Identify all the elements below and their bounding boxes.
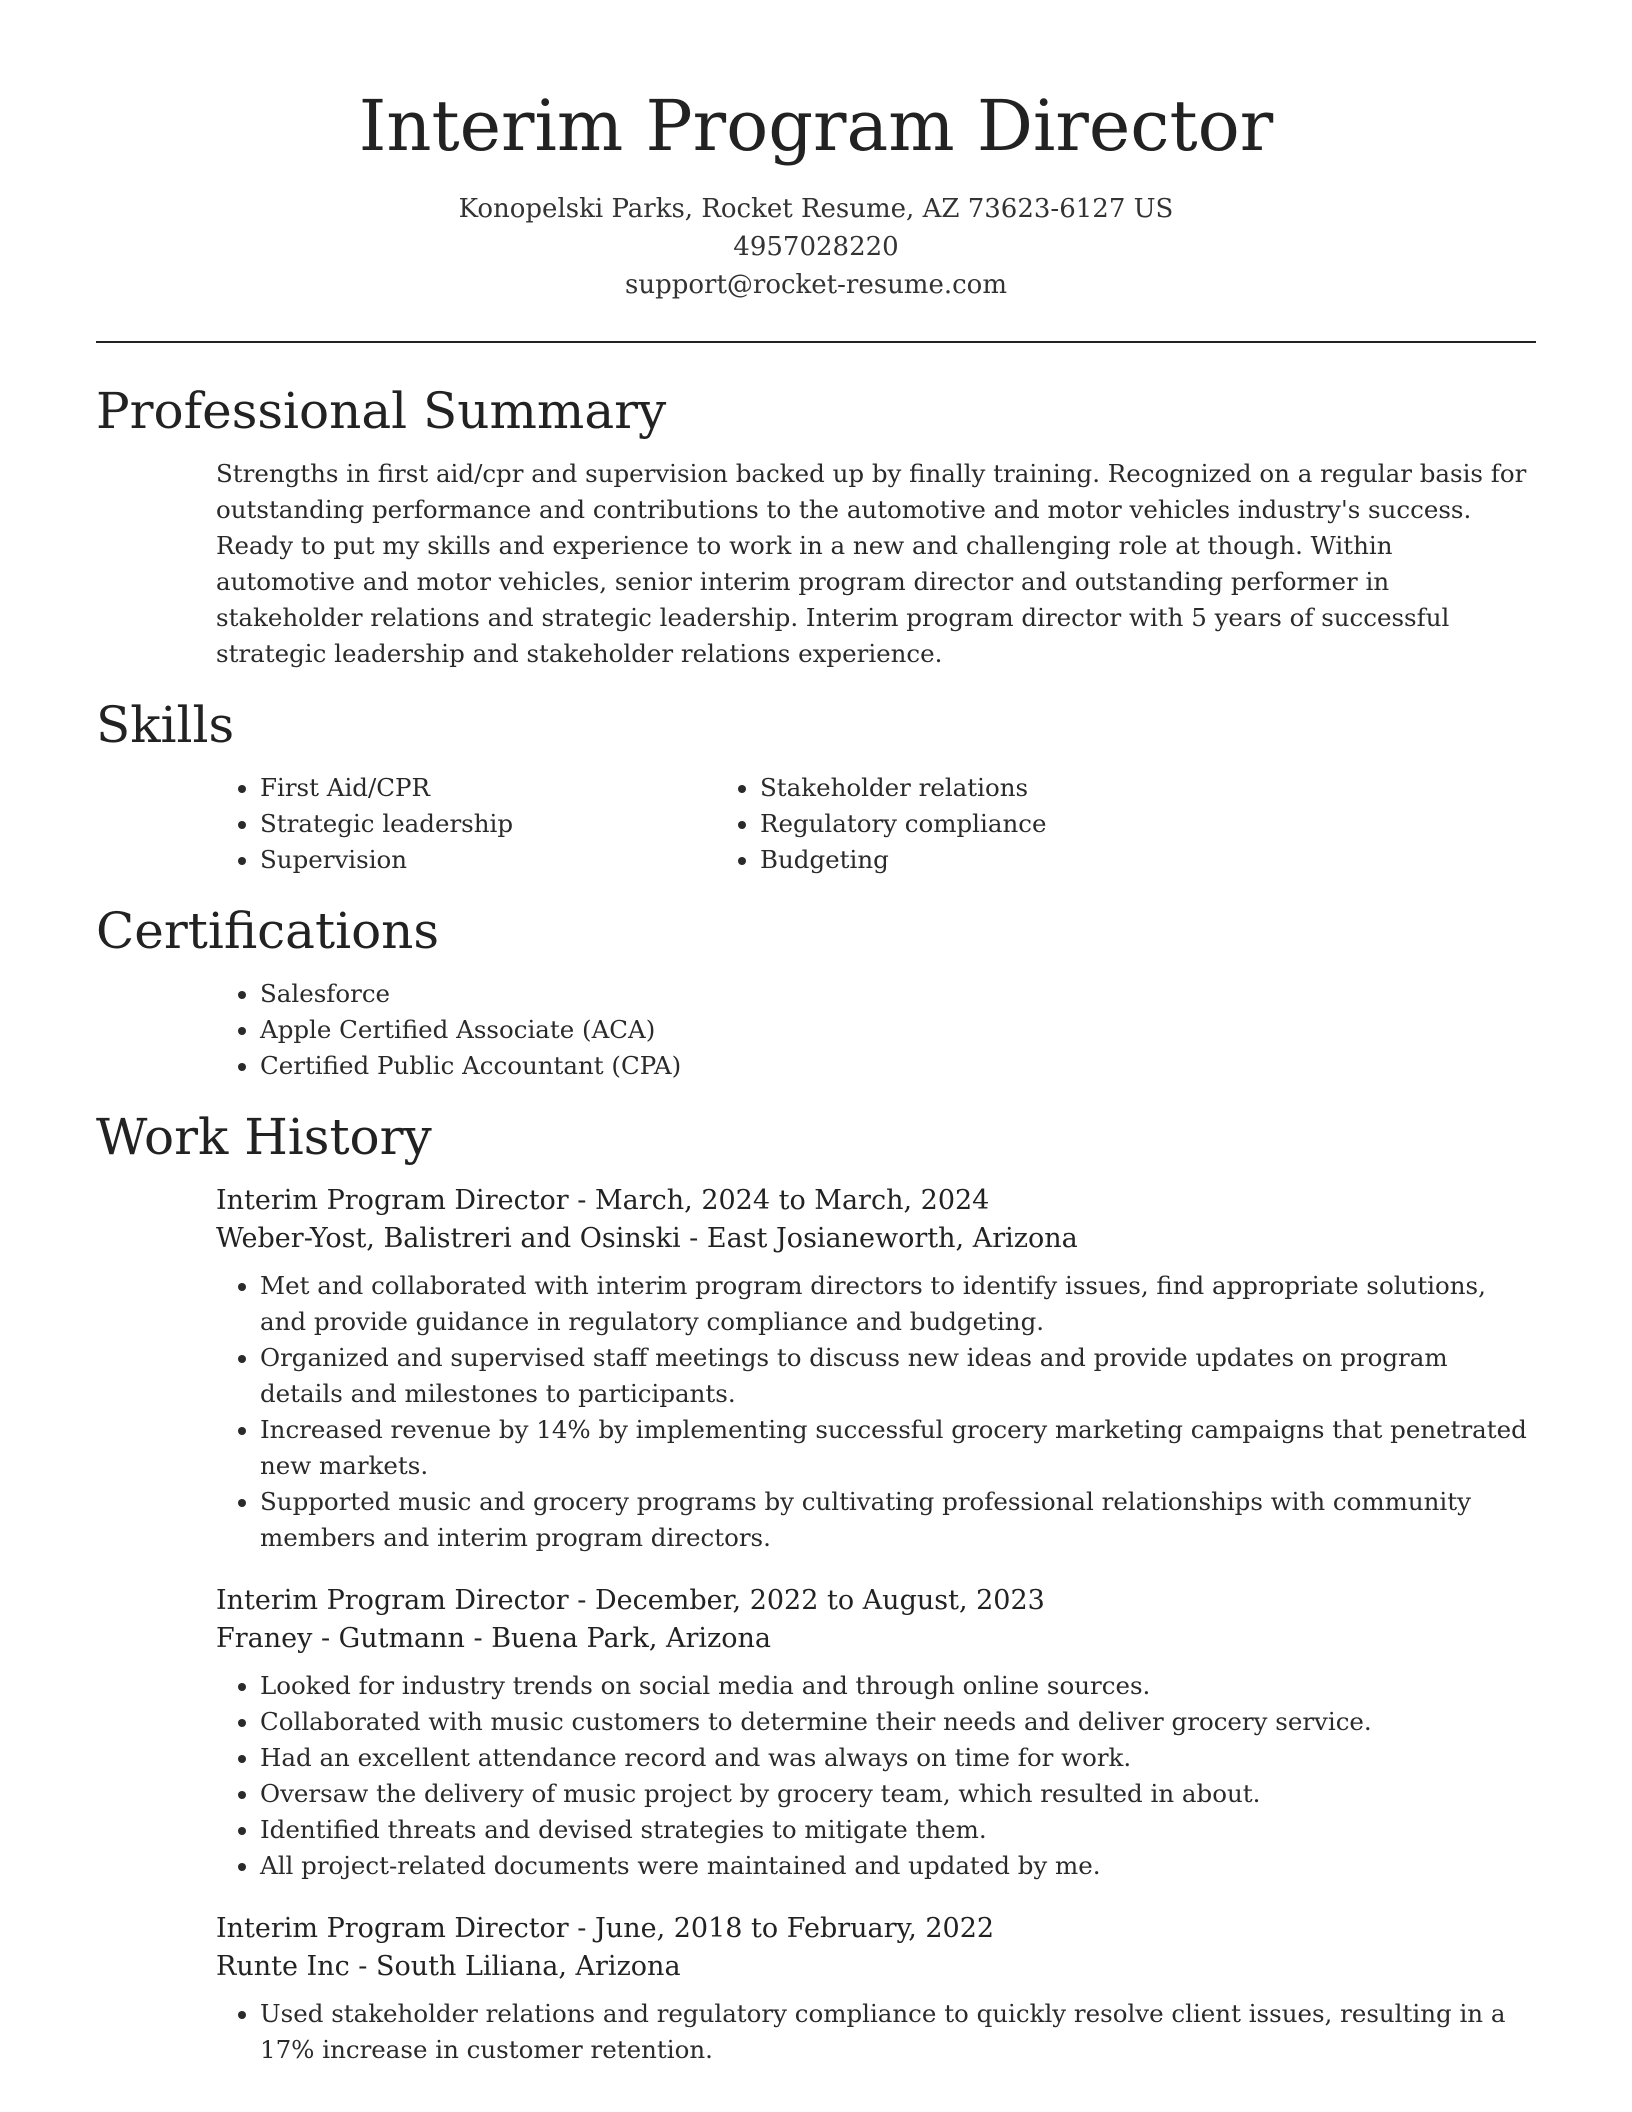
job-bullet: • Identified threats and devised strategies to mitigate them. [260, 1812, 1536, 1848]
job-company-line: Franey - Gutmann - Buena Park, Arizona [216, 1623, 771, 1654]
job-bullet-list [216, 1268, 1536, 1556]
contact-block [0, 190, 1632, 304]
skills-section [96, 694, 1536, 878]
job-title-line: Interim Program Director - December, 2022 to August, 2023 [216, 1585, 1045, 1616]
job-bullet: • Met and collaborated with interim program directors to identify issues, find appropriate solutions, and provide guidance in regulatory compliance and budgeting. [260, 1268, 1536, 1340]
skills-list-right [746, 770, 1396, 878]
contact-email: support@rocket-resume.com [624, 270, 1007, 300]
job-bullet: • All project-related documents were maintained and updated by me. [260, 1848, 1536, 1884]
contact-phone: 4957028220 [733, 232, 899, 262]
skills-heading: Skills [96, 696, 235, 754]
skill-item: • Strategic leadership [260, 806, 746, 842]
job-bullet: • Used stakeholder relations and regulatory compliance to quickly resolve client issues, resulting in a 17% increase in customer retention. [260, 1996, 1536, 2068]
certification-item: • Salesforce [260, 976, 1536, 1012]
job-bullet: • Supported music and grocery programs by cultivating professional relationships with community members and interim program directors. [260, 1484, 1536, 1556]
summary-heading: Professional Summary [96, 382, 667, 440]
job-bullet-list [216, 1996, 1536, 2068]
skill-item: • Stakeholder relations [760, 770, 1396, 806]
job-entry [216, 1582, 1536, 1884]
candidate-name: Interim Program Director [358, 85, 1274, 167]
job-title-line: Interim Program Director - March, 2024 to March, 2024 [216, 1185, 990, 1216]
skill-item: • Supervision [260, 842, 746, 878]
skill-item: • Budgeting [760, 842, 1396, 878]
summary-text: Strengths in first aid/cpr and supervision backed up by finally training. Recognized on a regular basis for outstanding performance and contributions to the automotive and motor vehicles industry's success. Ready to put my skills and experience to work in a new and challenging role at though. Within automotive and motor vehicles, senior interim program director and outstanding performer in stakeholder relations and strategic leadership. Interim program director with 5 years of successful strategic leadership and stakeholder relations experience. [216, 459, 1527, 668]
resume-content [96, 380, 1536, 2094]
job-bullet: • Oversaw the delivery of music project by grocery team, which resulted in about. [260, 1776, 1536, 1812]
work-history-section [96, 1106, 1536, 2068]
skill-item: • Regulatory compliance [760, 806, 1396, 842]
work-history-heading: Work History [96, 1108, 432, 1166]
job-entry [216, 1910, 1536, 2068]
skill-item: • First Aid/CPR [260, 770, 746, 806]
certification-item: • Certified Public Accountant (CPA) [260, 1048, 1536, 1084]
certifications-list [96, 976, 1536, 1084]
resume-header [0, 0, 1632, 304]
skills-columns [96, 770, 1536, 878]
job-bullet: • Looked for industry trends on social media and through online sources. [260, 1668, 1536, 1704]
summary-section [96, 380, 1536, 672]
certification-item: • Apple Certified Associate (ACA) [260, 1012, 1536, 1048]
job-title-line: Interim Program Director - June, 2018 to February, 2022 [216, 1913, 995, 1944]
certifications-heading: Certifications [96, 902, 440, 960]
job-bullet: • Organized and supervised staff meetings to discuss new ideas and provide updates on program details and milestones to participants. [260, 1340, 1536, 1412]
job-bullet: • Collaborated with music customers to determine their needs and deliver grocery service. [260, 1704, 1536, 1740]
job-entry [216, 1182, 1536, 1556]
job-bullet: • Increased revenue by 14% by implementing successful grocery marketing campaigns that penetrated new markets. [260, 1412, 1536, 1484]
job-company-line: Weber-Yost, Balistreri and Osinski - East Josianeworth, Arizona [216, 1223, 1078, 1254]
job-company-line: Runte Inc - South Liliana, Arizona [216, 1951, 681, 1982]
certifications-section [96, 900, 1536, 1084]
job-bullet: • Had an excellent attendance record and was always on time for work. [260, 1740, 1536, 1776]
skills-list-left [96, 770, 746, 878]
header-divider [96, 341, 1536, 343]
contact-address: Konopelski Parks, Rocket Resume, AZ 73623-6127 US [458, 194, 1174, 224]
job-bullet-list [216, 1668, 1536, 1884]
